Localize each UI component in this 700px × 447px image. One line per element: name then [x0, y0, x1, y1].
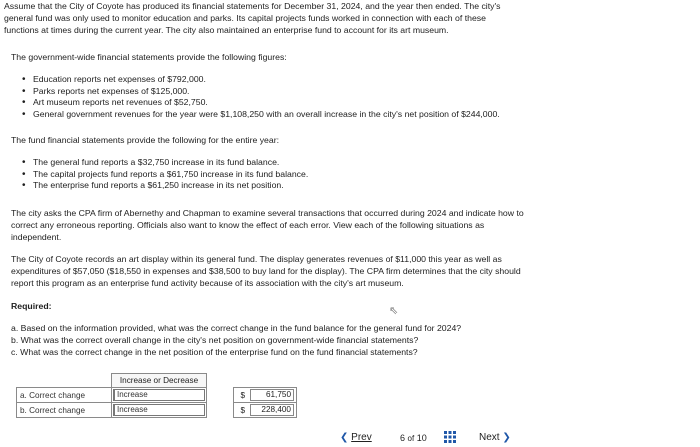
questions-list: [11, 322, 461, 358]
question-b: b. What was the correct overall change in the city's net position on government-wide financial statements?: [11, 335, 419, 345]
prev-button[interactable]: [340, 432, 372, 443]
scenario-line: report this program as an enterprise fund activity because of its association with the city's art museum.: [11, 278, 404, 288]
increase-decrease-select[interactable]: Increase: [113, 404, 205, 416]
list-item: • Parks reports net expenses of $125,000.: [14, 86, 500, 98]
scenario-line: The City of Coyote records an art display within its general fund. The display generates revenues of $11,000 this year as well as: [11, 254, 502, 264]
amount-input[interactable]: 61,750: [250, 389, 294, 401]
total-pages: 10: [416, 433, 427, 443]
list-item: • Art museum reports net revenues of $52,750.: [14, 97, 500, 109]
intro-line: functions at times during the current year. The city also maintained an enterprise fund to account for its art museum.: [4, 25, 449, 35]
increase-decrease-header: Increase or Decrease: [112, 374, 207, 388]
question-a: a. Based on the information provided, what was the correct change in the fund balance for the general fund for 2024?: [11, 323, 462, 333]
cpa-line: independent.: [11, 232, 62, 242]
page-indicator: [400, 433, 427, 443]
list-item: • Education reports net expenses of $792,000.: [14, 74, 500, 86]
increase-decrease-select[interactable]: Increase: [113, 389, 205, 401]
amount-input[interactable]: 228,400: [250, 404, 294, 416]
current-page: 6: [400, 433, 406, 443]
next-button[interactable]: [479, 432, 511, 443]
list-item: • General government revenues for the year were $1,108,250 with an overall increase in the city's net position of $244,000.: [14, 109, 500, 121]
answer-table: [16, 373, 297, 418]
scenario-paragraph: [11, 253, 521, 289]
row-label: b. Correct change: [17, 403, 112, 418]
page-of-label: of: [407, 434, 415, 443]
fund-heading: [11, 134, 279, 146]
gov-wide-heading: [11, 51, 287, 63]
fund-list: [14, 157, 308, 192]
chevron-left-icon: ❮: [340, 432, 349, 443]
gov-wide-heading-text: The government-wide financial statements provide the following figures:: [11, 52, 287, 62]
required-label: Required:: [11, 301, 52, 311]
answer-table-header-row: [17, 374, 297, 388]
list-item: • The enterprise fund reports a $61,250 increase in its net position.: [14, 180, 308, 192]
prev-label: Prev: [351, 432, 372, 443]
chevron-right-icon: ❯: [502, 432, 511, 443]
grid-menu-icon[interactable]: [443, 430, 457, 447]
required-heading: [11, 300, 52, 312]
next-label: Next: [479, 432, 500, 443]
currency-symbol: $: [234, 403, 249, 418]
grid-icon: [443, 430, 457, 444]
intro-paragraph: [4, 0, 500, 36]
gov-wide-list: [14, 74, 500, 120]
table-row: [17, 403, 297, 418]
cpa-paragraph: [11, 207, 524, 243]
cpa-line: correct any erroneous reporting. Officials also want to know the effect of each error. View each of the following situations as: [11, 220, 485, 230]
cpa-line: The city asks the CPA firm of Abernethy and Chapman to examine several transactions that occurred during 2024 and indicate how to: [11, 208, 524, 218]
fund-heading-text: The fund financial statements provide the following for the entire year:: [11, 135, 280, 145]
cursor-icon: ⇖: [389, 305, 399, 317]
table-row: [17, 388, 297, 403]
intro-line: Assume that the City of Coyote has produced its financial statements for December 31, 2024, and the year then ended. The city's: [4, 1, 501, 11]
list-item: • The capital projects fund reports a $61,750 increase in its fund balance.: [14, 169, 308, 181]
question-c: c. What was the correct change in the net position of the enterprise fund on the fund financial statements?: [11, 347, 418, 357]
row-label: a. Correct change: [17, 388, 112, 403]
scenario-line: expenditures of $57,050 ($18,550 in expenses and $38,500 to buy land for the display). The CPA firm determines that the city should: [11, 266, 521, 276]
intro-line: general fund was only used to monitor education and parks. Its capital projects funds worked in connection with each of these: [4, 13, 486, 23]
list-item: • The general fund reports a $32,750 increase in its fund balance.: [14, 157, 308, 169]
currency-symbol: $: [234, 388, 249, 403]
